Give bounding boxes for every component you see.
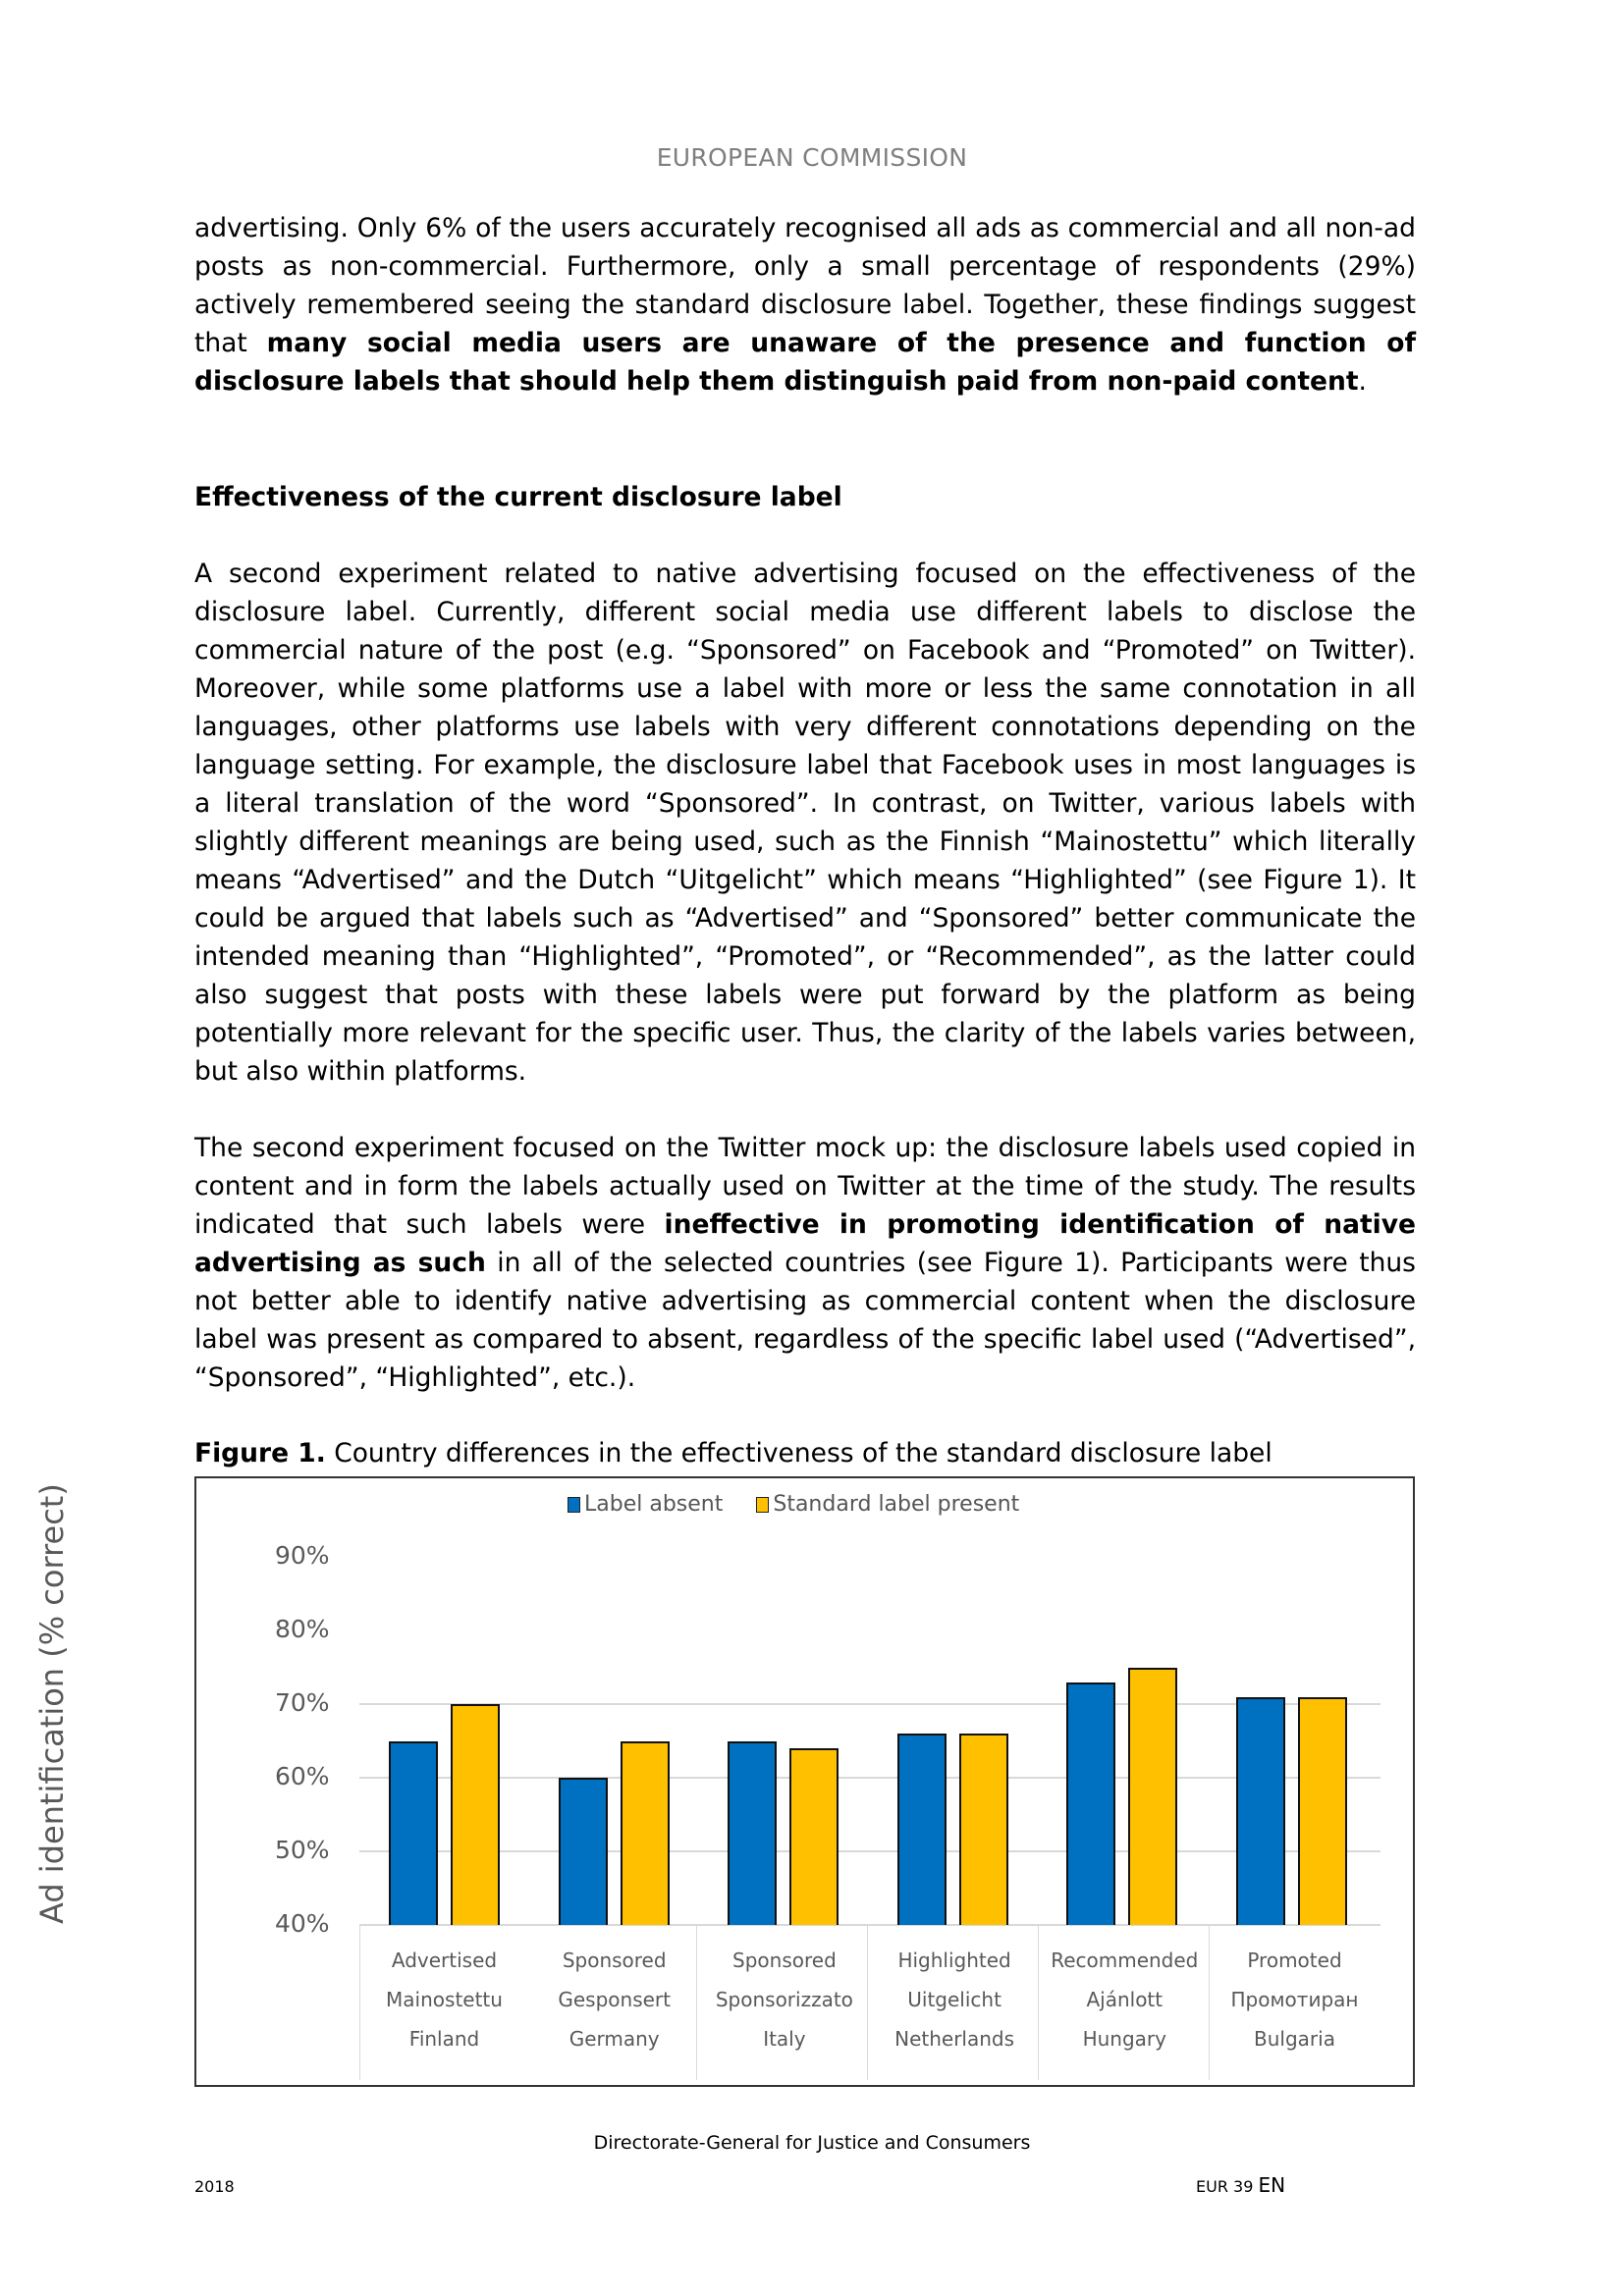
page-header: EUROPEAN COMMISSION xyxy=(656,143,968,172)
paragraph-3 xyxy=(194,1129,1416,1397)
x-label-country: Hungary xyxy=(1082,2027,1166,2051)
y-tick-label: 70% xyxy=(275,1688,330,1717)
legend-label: Label absent xyxy=(584,1492,724,1517)
footer-year: 2018 xyxy=(194,2177,235,2196)
footer-department: Directorate-General for Justice and Consumers xyxy=(593,2132,1031,2154)
x-axis-line xyxy=(359,1924,1380,1926)
bar-hungary-label-absent xyxy=(1066,1682,1115,1926)
x-label-local: Gesponsert xyxy=(558,1988,671,2011)
x-category-label xyxy=(1040,1948,1210,2052)
legend-item-label-absent xyxy=(568,1492,723,1517)
x-label-country: Germany xyxy=(568,2027,660,2051)
x-label-english: Sponsored xyxy=(562,1949,667,1972)
x-category-label xyxy=(699,1948,869,2052)
y-tick-label: 50% xyxy=(275,1836,330,1864)
x-label-country: Netherlands xyxy=(894,2027,1015,2051)
bar-finland-label-present xyxy=(451,1704,500,1925)
paragraph-2 xyxy=(194,555,1416,1091)
x-label-english: Advertised xyxy=(391,1949,498,1972)
x-label-local: Uitgelicht xyxy=(907,1988,1001,2011)
y-tick-label: 90% xyxy=(275,1541,330,1570)
x-label-english: Recommended xyxy=(1051,1949,1199,1972)
footer-code xyxy=(1196,2173,1285,2197)
bar-netherlands-label-present xyxy=(959,1734,1008,1925)
bar-netherlands-label-absent xyxy=(897,1734,947,1925)
x-category-label xyxy=(359,1948,529,2052)
category-divider xyxy=(1038,1925,1039,2080)
category-divider xyxy=(867,1925,868,2080)
bar-bulgaria-label-present xyxy=(1298,1697,1347,1926)
category-divider xyxy=(359,1925,360,2080)
x-category-label xyxy=(1210,1948,1380,2052)
x-label-english: Sponsored xyxy=(732,1949,837,1972)
x-label-local: Sponsorizzato xyxy=(715,1988,853,2011)
bar-finland-label-absent xyxy=(389,1741,438,1926)
x-category-label xyxy=(529,1948,699,2052)
y-tick-label: 80% xyxy=(275,1615,330,1643)
paragraph-text: advertising. Only 6% of the users accurately recognised all ads as commercial and all non-ad posts as non-commercial. Furthermore, only a small percentage of respondents (29%) actively remembered seeing the standard disclosure label. Together, these findings suggest that xyxy=(194,213,1416,358)
category-divider xyxy=(696,1925,697,2080)
legend-label: Standard label present xyxy=(773,1492,1020,1517)
footer-code-text: EUR 39 xyxy=(1196,2177,1254,2196)
figure-label: Figure 1. xyxy=(194,1438,326,1468)
x-category-label xyxy=(870,1948,1040,2052)
paragraph-text: in all of the selected countries (see Figure 1). Participants were thus not better able to identify native advertising as commercial content when the disclosure label was present as compared to absent, regardless of the specific label used (“Advertised”, “Sponsored”, “Highlighted”, etc.). xyxy=(194,1248,1416,1393)
x-label-english: Highlighted xyxy=(897,1949,1011,1972)
x-label-country: Bulgaria xyxy=(1254,2027,1335,2051)
y-tick-label: 40% xyxy=(275,1909,330,1938)
paragraph-1 xyxy=(194,209,1416,400)
chart-legend xyxy=(568,1492,1019,1517)
x-label-local: Промотиран xyxy=(1230,1988,1359,2011)
y-tick-label: 60% xyxy=(275,1762,330,1790)
gridline xyxy=(359,1850,1380,1852)
footer-lang: EN xyxy=(1258,2173,1286,2197)
bar-italy-label-absent xyxy=(728,1741,777,1926)
legend-item-label-present xyxy=(756,1492,1019,1517)
gridline xyxy=(359,1777,1380,1779)
paragraph-text: The second experiment focused on the Twitter mock up: the disclosure labels used copied in content and in form the labels actually used on Twitter at the time of the study. The results indicated that such labels were xyxy=(194,1133,1416,1240)
y-axis-label: Ad identification (% correct) xyxy=(33,1483,71,1924)
section-heading: Effectiveness of the current disclosure label xyxy=(194,482,842,512)
x-label-country: Finland xyxy=(408,2027,480,2051)
paragraph-end: . xyxy=(1358,366,1367,397)
bar-bulgaria-label-absent xyxy=(1236,1697,1285,1926)
figure-caption xyxy=(194,1436,1272,1471)
legend-swatch-blue-icon xyxy=(568,1497,580,1513)
figure-caption-text: Country differences in the effectiveness of the standard disclosure label xyxy=(325,1438,1272,1468)
gridline xyxy=(359,1703,1380,1705)
x-label-english: Promoted xyxy=(1247,1949,1342,1972)
legend-swatch-yellow-icon xyxy=(756,1497,769,1513)
x-label-country: Italy xyxy=(763,2027,806,2051)
x-label-local: Mainostettu xyxy=(386,1988,503,2011)
x-label-local: Ajánlott xyxy=(1086,1988,1164,2011)
bar-germany-label-present xyxy=(621,1741,670,1926)
paragraph-bold-text: many social media users are unaware of the presence and function of disclosure labels that should help them distinguish paid from non-paid content xyxy=(194,328,1416,397)
paragraph-bold-text: ineffective in promoting identification of native advertising as such xyxy=(194,1209,1416,1278)
bar-germany-label-absent xyxy=(559,1778,608,1925)
paragraph-text: A second experiment related to native advertising focused on the effectiveness of the disclosure label. Currently, different social media use different labels to disclose the commercial nature of the post (e.g. “Sponsored” on Facebook and “Promoted” on Twitter). Moreover, while some platforms use a label with more or less the same connotation in all languages, other platforms use labels with very different connotations depending on the language setting. For example, the disclosure label that Facebook uses in most languages is a literal translation of the word “Sponsored”. In contrast, on Twitter, various labels with slightly different meanings are being used, such as the Finnish “Mainostettu” which literally means “Advertised” and the Dutch “Uitgelicht” which means “Highlighted” (see Figure 1). It could be argued that labels such as “Advertised” and “Sponsored” better communicate the intended meaning than “Highlighted”, “Promoted”, or “Recommended”, as the latter could also suggest that posts with these labels were put forward by the platform as being potentially more relevant for the specific user. Thus, the clarity of the labels varies between, but also within platforms. xyxy=(194,559,1416,1087)
bar-hungary-label-present xyxy=(1128,1668,1177,1926)
category-divider xyxy=(1209,1925,1210,2080)
bar-italy-label-present xyxy=(789,1748,839,1925)
